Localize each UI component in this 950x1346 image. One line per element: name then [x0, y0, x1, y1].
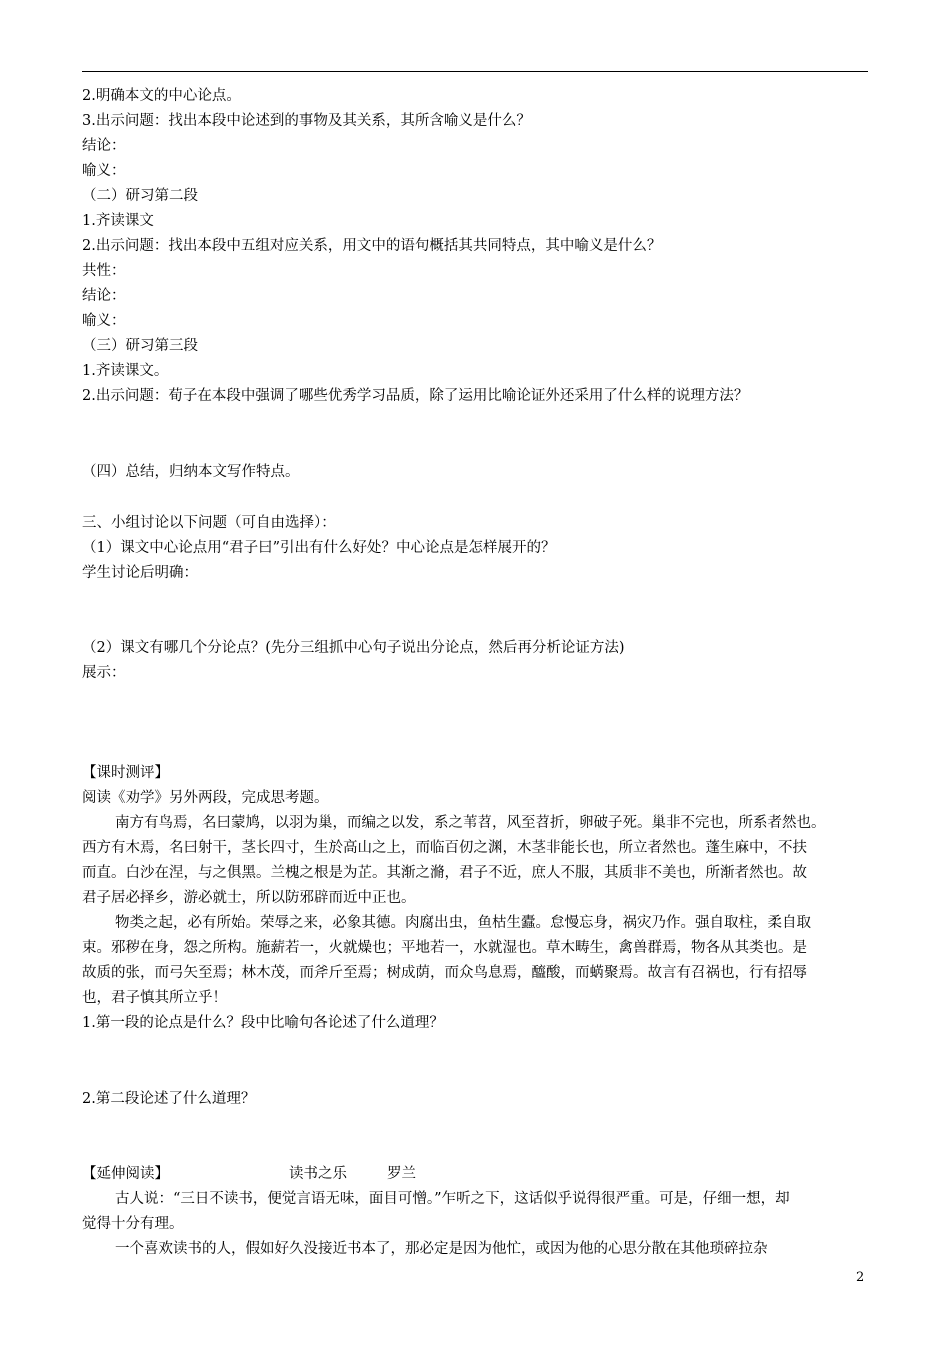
- passage-line: 一个喜欢读书的人，假如好久没接近书本了，那必定是因为他忙，或因为他的心思分散在其他琐碎拉杂: [115, 1241, 768, 1257]
- passage-line: 束。邪秽在身，怨之所构。施薪若一，火就燥也；平地若一，水就湿也。草木畴生，禽兽群焉，物各从其类也。是: [82, 940, 807, 956]
- section-heading: （四）总结，归纳本文写作特点。: [82, 464, 300, 480]
- section-heading: 三、小组讨论以下问题（可自由选择）：: [82, 515, 336, 531]
- question-line: 2.第二段论述了什么道理？: [82, 1091, 256, 1107]
- text-line: （2）课文有哪几个分论点？(先分三组抓中心句子说出分论点，然后再分析论证方法): [82, 640, 625, 656]
- passage-line: 也，君子慎其所立乎！: [82, 990, 227, 1006]
- text-line: 喻义：: [82, 163, 126, 179]
- text-line: 2.明确本文的中心论点。: [82, 88, 241, 104]
- article-author: 罗兰: [387, 1166, 416, 1182]
- question-line: 1.第一段的论点是什么？段中比喻句各论述了什么道理？: [82, 1015, 444, 1031]
- text-line: 共性：: [82, 263, 126, 279]
- passage-line: 古人说：“三日不读书，便觉言语无味，面目可憎。”乍听之下，这话似乎说得很严重。可是，仔细一想，却: [115, 1191, 790, 1207]
- section-heading: （二）研习第二段: [82, 188, 198, 204]
- text-line: 喻义：: [82, 313, 126, 329]
- text-line: （1）课文中心论点用“君子曰”引出有什么好处？中心论点是怎样展开的？: [82, 540, 556, 556]
- passage-line: 觉得十分有理。: [82, 1216, 184, 1232]
- text-line: 1.齐读课文。: [82, 363, 169, 379]
- passage-line: 西方有木焉，名曰射干，茎长四寸，生於高山之上，而临百仞之渊，木茎非能长也，所立者然也。蓬生麻中，不扶: [82, 840, 807, 856]
- article-title: 读书之乐: [289, 1166, 347, 1182]
- passage-line: 物类之起，必有所始。荣辱之来，必象其德。肉腐出虫，鱼枯生蠹。怠慢忘身，祸灾乃作。强自取柱，柔自取: [115, 915, 811, 931]
- text-line: 2.出示问题：荀子在本段中强调了哪些优秀学习品质，除了运用比喻论证外还采用了什么样的说理方法？: [82, 388, 749, 404]
- passage-line: 君子居必择乡，游必就士，所以防邪辟而近中正也。: [82, 890, 416, 906]
- page-number: 2: [856, 1270, 865, 1285]
- text-line: 1.齐读课文: [82, 213, 154, 229]
- text-line: 结论：: [82, 138, 126, 154]
- section-heading: （三）研习第三段: [82, 338, 198, 354]
- text-line: 3.出示问题：找出本段中论述到的事物及其关系，其所含喻义是什么？: [82, 113, 531, 129]
- text-line: 学生讨论后明确：: [82, 565, 198, 581]
- header-rule: [82, 71, 868, 72]
- section-heading: 【课时测评】: [82, 765, 169, 781]
- text-line: 阅读《劝学》另外两段，完成思考题。: [82, 790, 329, 806]
- text-line: 结论：: [82, 288, 126, 304]
- passage-line: 南方有鸟焉，名曰蒙鸠，以羽为巢，而编之以发，系之苇苕，风至苕折，卵破子死。巢非不完也，所系者然也。: [115, 815, 826, 831]
- text-line: 展示：: [82, 665, 126, 681]
- passage-line: 而直。白沙在涅，与之俱黑。兰槐之根是为芷。其渐之滫，君子不近，庶人不服，其质非不美也，所渐者然也。故: [82, 865, 807, 881]
- text-line: 2.出示问题：找出本段中五组对应关系，用文中的语句概括其共同特点，其中喻义是什么？: [82, 238, 662, 254]
- section-heading: 【延伸阅读】: [82, 1166, 169, 1182]
- passage-line: 故质的张，而弓矢至焉；林木茂，而斧斤至焉；树成荫，而众鸟息焉，醯酸，而蜹聚焉。故言有召祸也，行有招辱: [82, 965, 807, 981]
- extended-reading-heading: [82, 1164, 416, 1184]
